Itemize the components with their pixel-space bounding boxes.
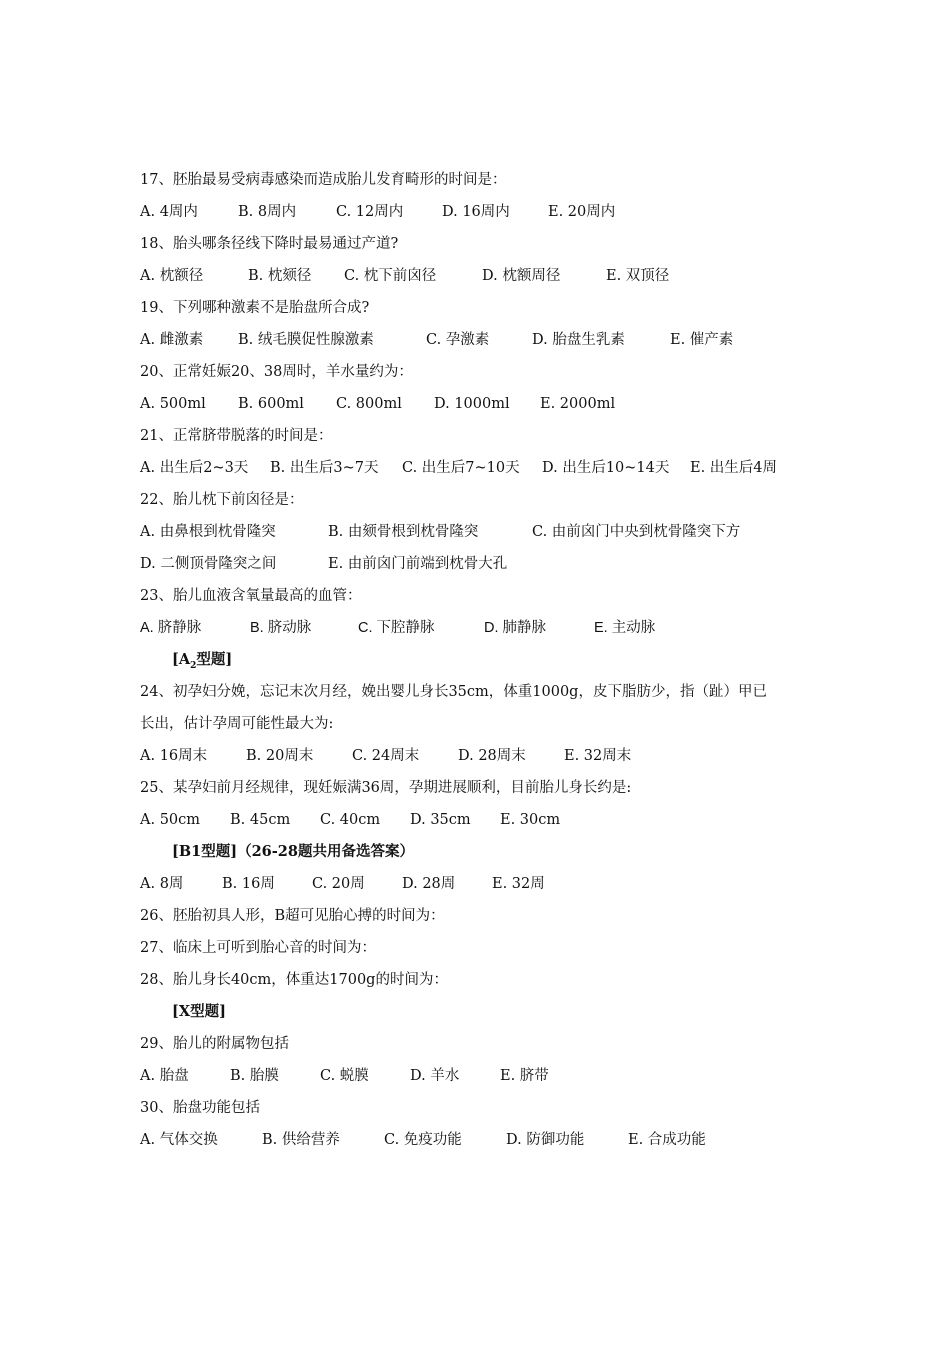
option-a: A. 胎盘 bbox=[140, 1068, 189, 1084]
section-b1-heading: [B1型题]（26-28题共用备选答案） bbox=[172, 843, 414, 860]
option-c: C. 40cm bbox=[320, 812, 381, 828]
option-e: E. 32周末 bbox=[564, 748, 632, 764]
option-b: B. 枕颏径 bbox=[248, 268, 312, 284]
option-a: A. 由鼻根到枕骨隆突 bbox=[140, 524, 276, 540]
option-b: B. 20周末 bbox=[246, 748, 314, 764]
option-c: C. 孕激素 bbox=[426, 332, 490, 348]
option-a: A. 脐静脉 bbox=[140, 620, 202, 636]
option-b: B. 绒毛膜促性腺激素 bbox=[238, 332, 374, 348]
question-20-stem: 20、正常妊娠20、38周时，羊水量约为： bbox=[140, 364, 413, 380]
question-24-stem-line2: 长出，估计孕周可能性最大为: bbox=[140, 716, 334, 732]
question-30-stem: 30、胎盘功能包括 bbox=[140, 1100, 260, 1116]
option-b: B. 脐动脉 bbox=[250, 620, 312, 636]
option-e: E. 出生后4周 bbox=[690, 460, 778, 476]
question-29-stem: 29、胎儿的附属物包括 bbox=[140, 1036, 289, 1052]
option-e: E. 脐带 bbox=[500, 1068, 549, 1084]
question-17-stem: 17、胚胎最易受病毒感染而造成胎儿发育畸形的时间是： bbox=[140, 172, 507, 188]
option-c: C. 下腔静脉 bbox=[358, 620, 435, 636]
question-28-stem: 28、胎儿身长40cm，体重达1700g的时间为： bbox=[140, 972, 448, 988]
option-b: B. 16周 bbox=[222, 876, 275, 892]
section-a2-heading: [$A_2$型题] bbox=[172, 651, 233, 671]
question-27-stem: 27、临床上可听到胎心音的时间为： bbox=[140, 940, 376, 956]
question-18-stem: 18、胎头哪条径线下降时最易通过产道? bbox=[140, 236, 399, 252]
option-c: C. 免疫功能 bbox=[384, 1132, 462, 1148]
option-b: B. 供给营养 bbox=[262, 1132, 340, 1148]
option-c: C. 由前囟门中央到枕骨隆突下方 bbox=[532, 524, 741, 540]
option-e: E. 主动脉 bbox=[594, 620, 656, 636]
question-24-stem-line1: 24、初孕妇分娩，忘记末次月经，娩出婴儿身长35cm，体重1000g，皮下脂肪少，指（趾）甲已 bbox=[140, 684, 767, 700]
option-c: C. 800ml bbox=[336, 396, 402, 412]
option-a: A. 16周末 bbox=[140, 748, 208, 764]
option-e: E. 双顶径 bbox=[606, 268, 670, 284]
question-21-stem: 21、正常脐带脱落的时间是： bbox=[140, 428, 333, 444]
option-e: E. 2000ml bbox=[540, 396, 616, 412]
option-d: D. 肺静脉 bbox=[484, 620, 547, 636]
option-e: E. 催产素 bbox=[670, 332, 734, 348]
option-e: E. 32周 bbox=[492, 876, 545, 892]
option-c: C. 24周末 bbox=[352, 748, 420, 764]
option-d: D. 1000ml bbox=[434, 396, 510, 412]
option-e: E. 合成功能 bbox=[628, 1132, 706, 1148]
option-b: B. 出生后3~7天 bbox=[270, 460, 379, 476]
option-b: B. 胎膜 bbox=[230, 1068, 279, 1084]
option-c: C. 12周内 bbox=[336, 204, 404, 220]
option-b: B. 45cm bbox=[230, 812, 291, 828]
option-a: A. 雌激素 bbox=[140, 332, 204, 348]
option-c: C. 蜕膜 bbox=[320, 1068, 369, 1084]
option-d: D. 28周 bbox=[402, 876, 456, 892]
option-b: B. 由颏骨根到枕骨隆突 bbox=[328, 524, 479, 540]
option-d: D. 16周内 bbox=[442, 204, 510, 220]
option-a: A. 气体交换 bbox=[140, 1132, 218, 1148]
question-23-stem: 23、胎儿血液含氧量最高的血管： bbox=[140, 588, 362, 604]
question-19-stem: 19、下列哪种激素不是胎盘所合成? bbox=[140, 300, 370, 316]
option-a: A. 500ml bbox=[140, 396, 206, 412]
option-e: E. 30cm bbox=[500, 812, 561, 828]
option-a: A. 出生后2~3天 bbox=[140, 460, 249, 476]
option-d: D. 胎盘生乳素 bbox=[532, 332, 625, 348]
option-d: D. 35cm bbox=[410, 812, 471, 828]
option-d: D. 羊水 bbox=[410, 1068, 460, 1084]
option-d: D. 二侧顶骨隆突之间 bbox=[140, 556, 277, 572]
option-d: D. 枕额周径 bbox=[482, 268, 561, 284]
option-a: A. 50cm bbox=[140, 812, 201, 828]
option-a: A. 枕额径 bbox=[140, 268, 204, 284]
option-b: B. 8周内 bbox=[238, 204, 297, 220]
option-a: A. 4周内 bbox=[140, 204, 198, 220]
question-22-stem: 22、胎儿枕下前囟径是： bbox=[140, 492, 304, 508]
option-c: C. 20周 bbox=[312, 876, 365, 892]
option-d: D. 防御功能 bbox=[506, 1132, 585, 1148]
option-a: A. 8周 bbox=[140, 876, 184, 892]
section-x-heading: [X型题] bbox=[172, 1003, 226, 1020]
option-c: C. 枕下前囟径 bbox=[344, 268, 437, 284]
option-b: B. 600ml bbox=[238, 396, 304, 412]
option-d: D. 出生后10~14天 bbox=[542, 460, 670, 476]
option-e: E. 20周内 bbox=[548, 204, 616, 220]
option-e: E. 由前囟门前端到枕骨大孔 bbox=[328, 556, 508, 572]
question-25-stem: 25、某孕妇前月经规律，现妊娠满36周，孕期进展顺利，目前胎儿身长约是: bbox=[140, 780, 632, 796]
option-d: D. 28周末 bbox=[458, 748, 526, 764]
question-26-stem: 26、胚胎初具人形，B超可见胎心搏的时间为： bbox=[140, 908, 445, 924]
option-c: C. 出生后7~10天 bbox=[402, 460, 520, 476]
